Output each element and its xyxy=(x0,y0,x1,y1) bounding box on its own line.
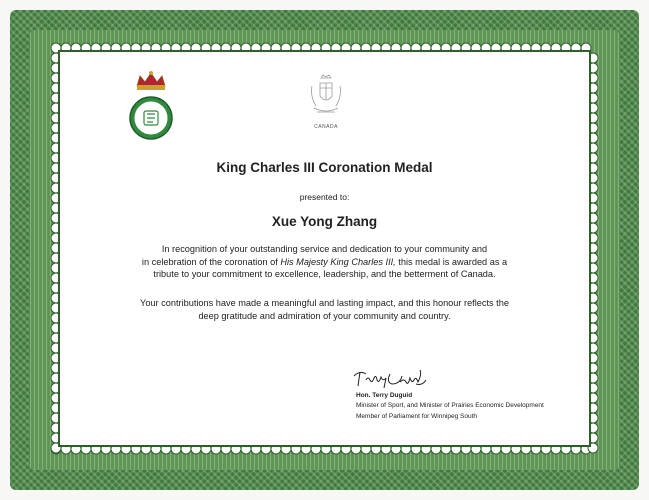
scallop-bump xyxy=(141,444,151,454)
scallop-bump xyxy=(588,63,598,73)
recognition-line-2 xyxy=(80,256,569,269)
recognition-line-2-end: this medal is awarded as a xyxy=(395,256,508,267)
majesty-title: His Majesty King Charles III, xyxy=(280,256,396,267)
scallop-bump xyxy=(561,444,571,454)
scallop-bump xyxy=(588,343,598,353)
scallop-bump xyxy=(251,444,261,454)
scallop-bump xyxy=(131,444,141,454)
scallop-bump xyxy=(588,423,598,433)
scallop-bump xyxy=(588,373,598,383)
scallop-bump xyxy=(501,444,511,454)
coronation-medal-emblem-icon xyxy=(128,70,174,152)
scallop-bump xyxy=(588,153,598,163)
signatory-title-1: Minister of Sport, and Minister of Prairies Economic Development xyxy=(356,402,544,409)
handwritten-signature xyxy=(350,368,430,390)
scallop-bump xyxy=(588,183,598,193)
scallop-bump xyxy=(588,363,598,373)
scallop-bump xyxy=(441,444,451,454)
scallop-bump xyxy=(71,444,81,454)
scallop-bump xyxy=(221,444,231,454)
scallop-bump xyxy=(271,444,281,454)
scallop-bump xyxy=(588,233,598,243)
scallop-bump xyxy=(588,253,598,263)
scallop-bump xyxy=(491,444,501,454)
scallop-bump xyxy=(588,273,598,283)
scallop-bump xyxy=(311,444,321,454)
scallop-bump xyxy=(588,123,598,133)
scallop-bump xyxy=(588,133,598,143)
scallop-bump xyxy=(588,243,598,253)
scallop-bump xyxy=(588,383,598,393)
scallop-bump xyxy=(191,444,201,454)
scallop-bump xyxy=(481,444,491,454)
scallop-bump xyxy=(91,444,101,454)
scallop-bump xyxy=(161,444,171,454)
scallop-bump xyxy=(121,444,131,454)
scallop-bump xyxy=(588,103,598,113)
scallop-bump xyxy=(371,444,381,454)
scallop-bump xyxy=(151,444,161,454)
signatory-title-2: Member of Parliament for Winnipeg South xyxy=(356,413,478,420)
scallop-bump xyxy=(281,444,291,454)
scallop-bump xyxy=(588,143,598,153)
scallop-bump xyxy=(391,444,401,454)
scallop-bump xyxy=(81,444,91,454)
scallop-bump xyxy=(61,444,71,454)
scallop-bump xyxy=(521,444,531,454)
scallop-bump xyxy=(588,173,598,183)
scallop-bump xyxy=(588,293,598,303)
scallop-bump xyxy=(461,444,471,454)
scallop-bump xyxy=(211,444,221,454)
scallop-bump xyxy=(331,444,341,454)
scallop-bump xyxy=(201,444,211,454)
scallop-bump xyxy=(571,444,581,454)
scallop-bump xyxy=(301,444,311,454)
scallop-bump xyxy=(588,413,598,423)
recipient-name: Xue Yong Zhang xyxy=(271,214,378,229)
certificate-panel xyxy=(60,52,589,445)
scallop-bump xyxy=(261,444,271,454)
scallop-bump xyxy=(321,444,331,454)
recognition-paragraph xyxy=(80,243,569,281)
scallop-bump xyxy=(588,283,598,293)
scallop-bump xyxy=(111,444,121,454)
scallop-bump xyxy=(431,444,441,454)
contribution-line-1: Your contributions have made a meaningful and lasting impact, and this honour reflects the xyxy=(140,298,509,308)
scallop-bump xyxy=(588,223,598,233)
canada-label: CANADA xyxy=(314,124,338,130)
scallop-bump xyxy=(588,163,598,173)
recognition-line-1: In recognition of your outstanding service and dedication to your community and xyxy=(161,244,488,254)
scallop-bump xyxy=(588,83,598,93)
signatory-name: Hon. Terry Duguid xyxy=(356,392,413,399)
scallop-bump xyxy=(171,444,181,454)
scallop-bump xyxy=(588,303,598,313)
scallop-bump xyxy=(451,444,461,454)
scallop-bump xyxy=(511,444,521,454)
scallop-bump xyxy=(231,444,241,454)
scallop-bump xyxy=(588,443,598,453)
scallop-bump xyxy=(588,213,598,223)
scallop-bump xyxy=(588,113,598,123)
scallop-bump xyxy=(541,444,551,454)
contribution-paragraph xyxy=(80,297,569,322)
scallop-bump xyxy=(588,313,598,323)
scallop-bump xyxy=(361,444,371,454)
scallop-bump xyxy=(588,203,598,213)
scallop-bump xyxy=(101,444,111,454)
scallop-bump xyxy=(588,93,598,103)
scallop-bump xyxy=(588,73,598,83)
scallop-bump xyxy=(531,444,541,454)
scallop-bump xyxy=(588,263,598,273)
scallop-bump xyxy=(588,333,598,343)
scallop-bump xyxy=(551,444,561,454)
scallop-bump xyxy=(588,433,598,443)
scallop-bump xyxy=(181,444,191,454)
contribution-line-2: deep gratitude and admiration of your community and country. xyxy=(198,310,451,321)
coat-of-arms-of-canada-icon xyxy=(308,74,344,118)
scallop-bump xyxy=(471,444,481,454)
presented-to-label: presented to: xyxy=(299,192,350,202)
recognition-line-2-start: in celebration of the coronation of xyxy=(141,256,281,267)
scallop-bump xyxy=(351,444,361,454)
recognition-line-3: tribute to your commitment to excellence, leadership, and the betterment of Canada. xyxy=(153,269,496,279)
certificate-title: King Charles III Coronation Medal xyxy=(216,160,433,175)
scallop-bump xyxy=(341,444,351,454)
scallop-bump xyxy=(421,444,431,454)
scallop-bump xyxy=(588,393,598,403)
scallop-bump xyxy=(588,193,598,203)
scallop-bump xyxy=(381,444,391,454)
scallop-bump xyxy=(588,53,598,63)
scallop-bump xyxy=(588,403,598,413)
scallop-bump xyxy=(401,444,411,454)
scallop-bump xyxy=(588,353,598,363)
scallop-bump xyxy=(241,444,251,454)
scallop-bump xyxy=(588,323,598,333)
scallop-bump xyxy=(411,444,421,454)
scallop-bump xyxy=(291,444,301,454)
